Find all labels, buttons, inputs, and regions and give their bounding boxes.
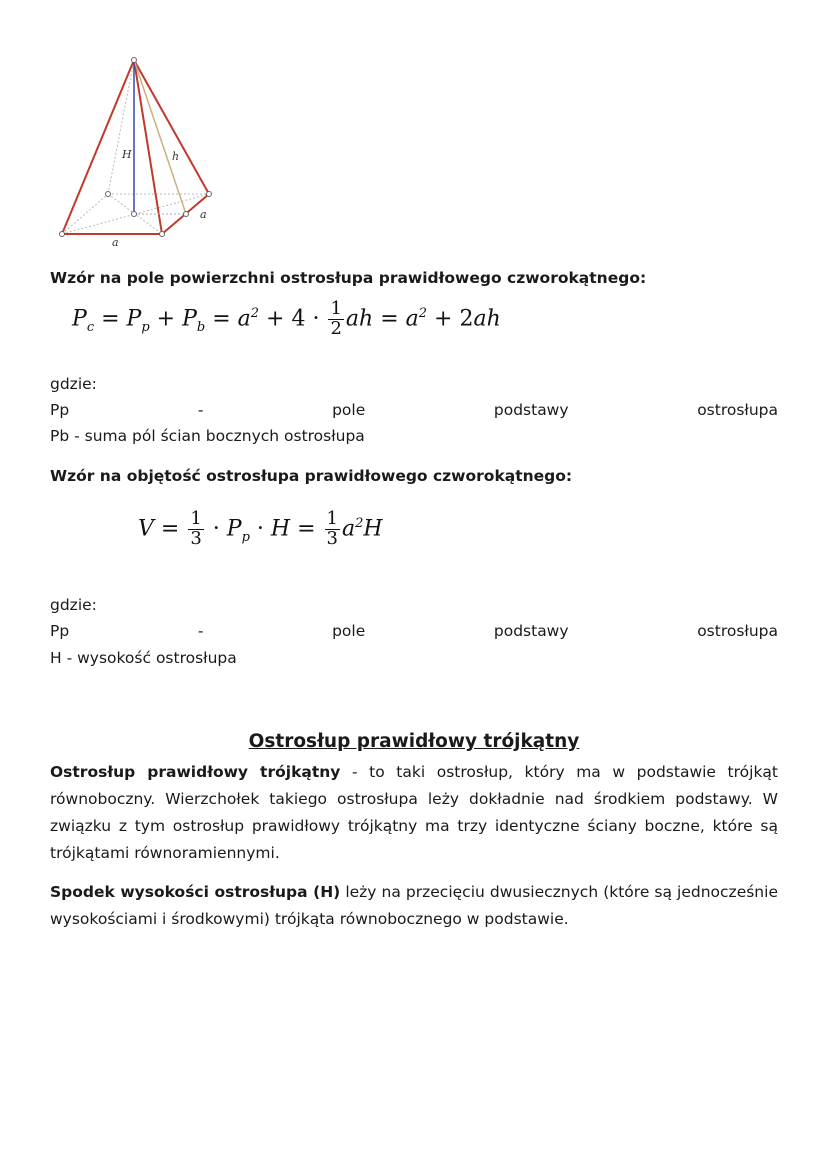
- height-definition: H - wysokość ostrosłupa: [50, 649, 237, 667]
- pp-term: Pp: [50, 401, 70, 419]
- pp-word-ostroslupa: ostrosłupa: [697, 401, 778, 419]
- paragraph-height-text: leży na przecięciu dwusiecznych (które są jednocześnie wysokościami i środkowymi) trójkąta równobocznego w podstawie.: [50, 883, 778, 928]
- pp-definition-2: [50, 622, 778, 640]
- paragraph-definition-text: - to taki ostrosłup, który ma w podstawie trójkąt równoboczny. Wierzchołek takiego ostrosłupa leży dokładnie nad środkiem podstawy. W związku z tym ostrosłup prawidłowy trójkątny ma trzy identyczne ściany boczne, które są trójkątami równoramiennymi.: [50, 763, 779, 862]
- label-a-bottom: a: [112, 236, 119, 249]
- pp-word-podstawy: podstawy: [493, 622, 569, 640]
- where-label-2: gdzie:: [50, 596, 97, 614]
- pp-term: Pp: [50, 622, 70, 640]
- surface-area-heading: Wzór na pole powierzchni ostrosłupa prawidłowego czworokątnego:: [50, 269, 647, 287]
- volume-heading: Wzór na objętość ostrosłupa prawidłowego czworokątnego:: [50, 467, 573, 485]
- pyramid-figure: [52, 48, 232, 258]
- paragraph-definition: [50, 759, 778, 867]
- paragraph-definition-term: Ostrosłup prawidłowy trójkątny: [50, 763, 341, 781]
- pb-definition: Pb - suma pól ścian bocznych ostrosłupa: [50, 427, 365, 445]
- pp-dash: -: [197, 401, 204, 419]
- section-title: Ostrosłup prawidłowy trójkątny: [248, 731, 580, 752]
- pp-word-pole: pole: [332, 622, 366, 640]
- paragraph-height-term: Spodek wysokości ostrosłupa (H): [50, 883, 341, 901]
- label-H: H: [122, 148, 132, 161]
- pp-word-podstawy: podstawy: [493, 401, 569, 419]
- where-label-1: gdzie:: [50, 375, 97, 393]
- pp-word-pole: pole: [332, 401, 366, 419]
- pp-word-ostroslupa: ostrosłupa: [697, 622, 778, 640]
- label-h: h: [172, 150, 180, 163]
- volume-formula: V = $\frac{1}{3}$ · $P_p \cdot H$ = $\frac{1}{3}$ $a^2H$: [138, 508, 383, 549]
- label-a-side: a: [200, 208, 207, 221]
- pp-definition-1: [50, 401, 778, 419]
- pp-dash: -: [197, 622, 204, 640]
- surface-area-formula: $P_c = P_p + P_b = a^2 + 4$ · $\frac{1}{2}$ ah = $a^2 + 2ah$: [72, 298, 501, 339]
- paragraph-height-foot: [50, 879, 778, 933]
